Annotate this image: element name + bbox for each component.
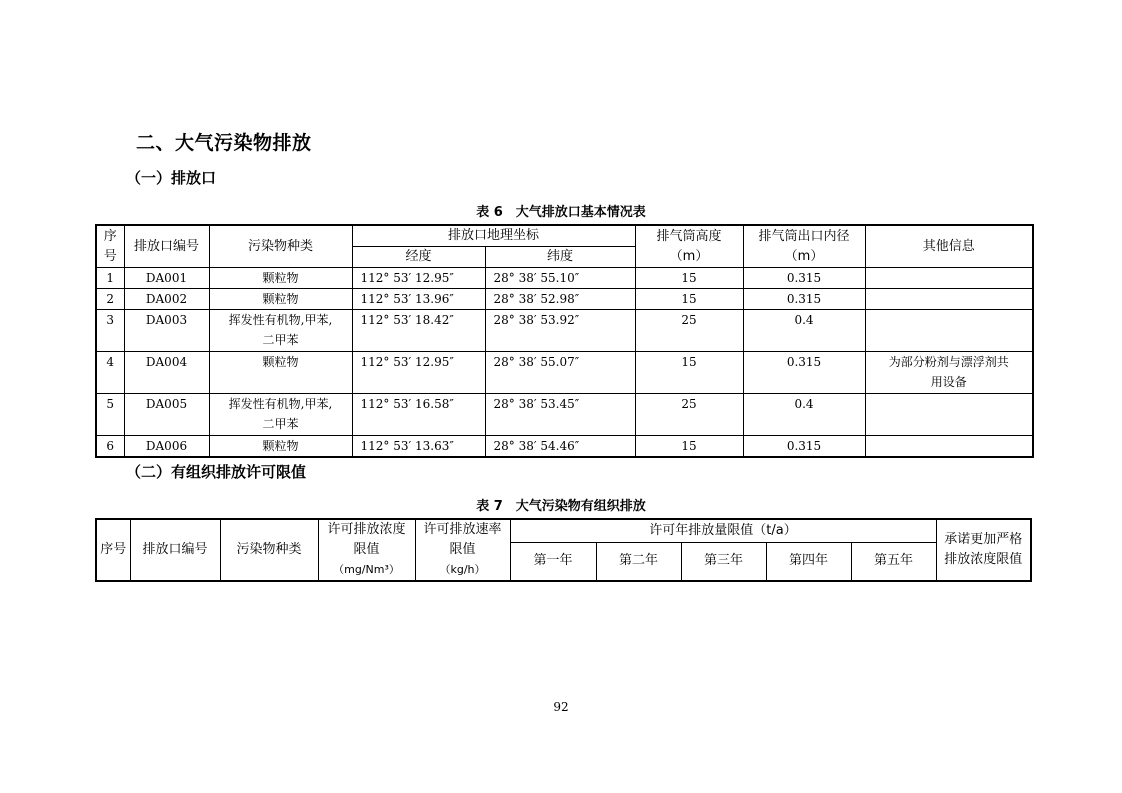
cell-seq: 1 [96, 268, 124, 289]
table-row [96, 268, 1033, 289]
cell-seq: 3 [96, 310, 124, 352]
cell-outlet-id: DA006 [124, 436, 209, 458]
cell-other [865, 436, 1033, 458]
table-row [96, 436, 1033, 458]
cell-lon: 112° 53′ 13.96″ [352, 289, 485, 310]
header-diameter: 排气筒出口内径 （m） [743, 225, 865, 268]
cell-diameter: 0.4 [743, 310, 865, 352]
header-conc-limit: 许可排放浓度 限值 （mg/Nm³） [318, 519, 415, 581]
header-seq: 序号 [96, 225, 124, 268]
subsection-title-outlets: （一）排放口 [126, 169, 217, 187]
header-year-3: 第三年 [681, 542, 766, 581]
cell-lon: 112° 53′ 18.42″ [352, 310, 485, 352]
table-row [96, 310, 1033, 352]
cell-lon: 112° 53′ 16.58″ [352, 394, 485, 436]
header-outlet-id: 排放口编号 [130, 519, 220, 581]
cell-lat: 28° 38′ 53.92″ [485, 310, 635, 352]
cell-diameter: 0.315 [743, 352, 865, 394]
table-row [96, 394, 1033, 436]
cell-seq: 2 [96, 289, 124, 310]
cell-lat: 28° 38′ 55.07″ [485, 352, 635, 394]
cell-seq: 6 [96, 436, 124, 458]
header-pollutant: 污染物种类 [209, 225, 352, 268]
cell-lat: 28° 38′ 54.46″ [485, 436, 635, 458]
header-annual-limit: 许可年排放量限值（t/a） [510, 519, 936, 542]
cell-pollutant: 颗粒物 [209, 436, 352, 458]
table6-caption: 表 6 大气排放口基本情况表 [476, 205, 646, 220]
cell-outlet-id: DA003 [124, 310, 209, 352]
header-rate-limit: 许可排放速率 限值 （kg/h） [415, 519, 510, 581]
cell-height: 15 [635, 268, 743, 289]
cell-height: 15 [635, 352, 743, 394]
header-year-2: 第二年 [596, 542, 681, 581]
cell-outlet-id: DA005 [124, 394, 209, 436]
cell-lon: 112° 53′ 13.63″ [352, 436, 485, 458]
cell-outlet-id: DA001 [124, 268, 209, 289]
header-seq: 序号 [96, 519, 130, 581]
cell-other [865, 268, 1033, 289]
cell-pollutant: 颗粒物 [209, 352, 352, 394]
cell-diameter: 0.4 [743, 394, 865, 436]
table7-caption: 表 7 大气污染物有组织排放 [476, 499, 646, 514]
cell-pollutant: 挥发性有机物,甲苯, 二甲苯 [209, 310, 352, 352]
section-title: 二、大气污染物排放 [136, 132, 312, 154]
table-row [96, 352, 1033, 394]
cell-outlet-id: DA004 [124, 352, 209, 394]
header-outlet-id: 排放口编号 [124, 225, 209, 268]
cell-height: 15 [635, 436, 743, 458]
cell-diameter: 0.315 [743, 289, 865, 310]
header-height: 排气筒高度 （m） [635, 225, 743, 268]
cell-seq: 4 [96, 352, 124, 394]
header-year-4: 第四年 [766, 542, 851, 581]
cell-outlet-id: DA002 [124, 289, 209, 310]
header-lat: 纬度 [485, 247, 635, 268]
subsection-title-limits: （二）有组织排放许可限值 [126, 463, 307, 481]
header-pollutant: 污染物种类 [220, 519, 318, 581]
cell-other [865, 394, 1033, 436]
emission-limit-table [95, 518, 1032, 582]
cell-lon: 112° 53′ 12.95″ [352, 268, 485, 289]
header-year-5: 第五年 [851, 542, 936, 581]
cell-diameter: 0.315 [743, 268, 865, 289]
cell-pollutant: 颗粒物 [209, 289, 352, 310]
table-row [96, 289, 1033, 310]
cell-pollutant: 挥发性有机物,甲苯, 二甲苯 [209, 394, 352, 436]
cell-lat: 28° 38′ 52.98″ [485, 289, 635, 310]
page-number: 92 [553, 700, 569, 714]
cell-lon: 112° 53′ 12.95″ [352, 352, 485, 394]
header-strict-limit: 承诺更加严格 排放浓度限值 [936, 519, 1031, 581]
header-geo: 排放口地理坐标 [352, 225, 635, 247]
cell-lat: 28° 38′ 53.45″ [485, 394, 635, 436]
cell-height: 15 [635, 289, 743, 310]
outlet-info-table [95, 224, 1034, 458]
header-other: 其他信息 [865, 225, 1033, 268]
cell-other [865, 289, 1033, 310]
cell-height: 25 [635, 310, 743, 352]
cell-other: 为部分粉剂与漂浮剂共 用设备 [865, 352, 1033, 394]
cell-seq: 5 [96, 394, 124, 436]
cell-lat: 28° 38′ 55.10″ [485, 268, 635, 289]
header-year-1: 第一年 [510, 542, 596, 581]
cell-other [865, 310, 1033, 352]
cell-diameter: 0.315 [743, 436, 865, 458]
cell-height: 25 [635, 394, 743, 436]
header-lon: 经度 [352, 247, 485, 268]
cell-pollutant: 颗粒物 [209, 268, 352, 289]
